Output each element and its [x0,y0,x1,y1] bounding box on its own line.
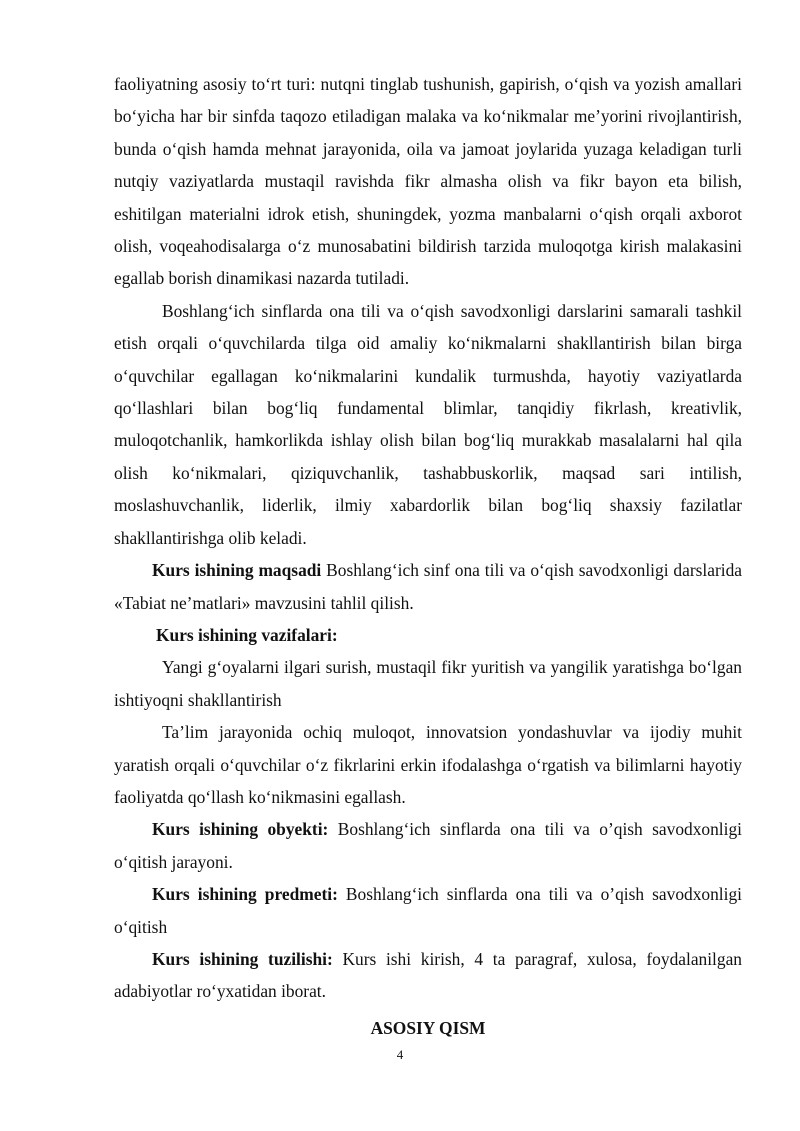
object-label: Kurs ishining obyekti: [152,819,329,840]
paragraph-skills: Boshlang‘ich sinflarda ona tili va o‘qish savodxonligi darslarini samarali tashkil etish orqali o‘quvchilarda tilga oid amaliy ko‘nikmalarni shakllantirish bilan birga o‘quvchilar egallagan ko‘nikmalarini kundalik turmushda, hayotiy vaziyatlarda qo‘llashlari bilan bog‘liq fundamental blimlar, tanqidiy fikrlash, kreativlik, muloqotchanlik, hamkorlikda ishlay olish bilan bog‘liq murakkab masalalarni hal qila olish ko‘nikmalari, qiziquvchanlik, tashabbuskorlik, maqsad sari intilish, moslashuvchanlik, liderlik, ilmiy xabardorlik bilan bog‘liq shaxsiy fazilatlar shakllantirishga olib keladi. [114,300,742,548]
tasks-label: Kurs ishining vazifalari: [156,624,338,645]
paragraph-task-1: Yangi g‘oyalarni ilgari surish, mustaqil fikr yuritish va yangilik yaratishga bo‘lgan ishtiyoqni shakllantirish [114,657,742,710]
section-heading: ASOSIY QISM [370,1018,486,1038]
subject-label: Kurs ishining predmeti: [152,884,338,905]
body-text [114,68,742,1008]
paragraph-structure [114,943,742,1008]
goal-text: Boshlang‘ich sinf ona tili va o‘qish savodxonligi darslarida «Tabiat ne’matlari» mavzusini tahlil qilish. [114,560,742,613]
paragraph-task-2: Ta’lim jarayonida ochiq muloqot, innovatsion yondashuvlar va ijodiy muhit yaratish orqali o‘quvchilar o‘z fikrlarini erkin ifodalashga o‘rgatish va bilimlarni hayotiy faoliyatda qo‘llash ko‘nikmasini egallash. [114,722,742,807]
paragraph-tasks-heading [114,619,742,651]
structure-label: Kurs ishining tuzilishi: [152,948,333,969]
object-text: Boshlang‘ich sinflarda ona tili va o’qish savodxonligi o‘qitish jarayoni. [114,819,742,872]
paragraph-intro-continuation: faoliyatning asosiy to‘rt turi: nutqni tinglab tushunish, gapirish, o‘qish va yozish amallari bo‘yicha har bir sinfda taqozo etiladigan malaka va ko‘nikmalar me’yorini rivojlantirish, bunda o‘qish hamda mehnat jarayonida, oila va jamoat joylarida yuzaga keladigan turli nutqiy vaziyatlarda mustaqil ravishda fikr almasha olish va fikr bayon eta bilish, eshitilgan materialni idrok etish, shuningdek, yozma manbalarni o‘qish orqali axborot olish, voqeahodisalarga o‘z munosabatini bildirish tarzida muloqotga kirish malakasini egallab borish dinamikasi nazarda tutiladi. [114,74,742,289]
goal-label: Kurs ishining maqsadi [152,560,322,581]
page-number: 4 [396,1047,404,1062]
paragraph-object [114,813,742,878]
paragraph-subject [114,878,742,943]
structure-text: Kurs ishi kirish, 4 ta paragraf, xulosa, foydalanilgan adabiyotlar ro‘yxatidan iborat. [114,948,743,1002]
subject-text: Boshlang‘ich sinflarda ona tili va o’qish savodxonligi o‘qitish [114,884,742,937]
paragraph-goal [114,554,742,619]
